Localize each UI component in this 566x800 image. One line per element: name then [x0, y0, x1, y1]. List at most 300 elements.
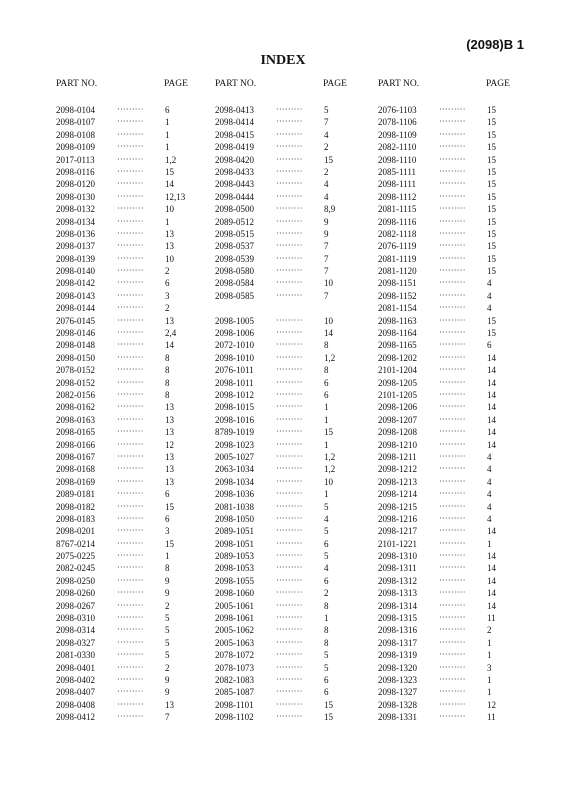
dot-leader: ·········: [276, 464, 303, 474]
dot-leader: ·········: [117, 328, 144, 338]
page-reference: 1: [487, 538, 492, 549]
page-reference: 6: [324, 687, 329, 698]
page-reference: 8: [324, 637, 329, 648]
part-number: 2098-1034: [215, 476, 254, 487]
part-number: 2078-1072: [215, 650, 254, 661]
index-row: [378, 686, 492, 698]
part-number: 2085-1087: [215, 687, 254, 698]
dot-leader: ·········: [117, 204, 144, 214]
index-row: [378, 624, 492, 636]
index-row: [215, 116, 329, 128]
index-row: [215, 525, 329, 537]
part-number: 2098-0537: [215, 241, 254, 252]
part-number: 2098-1060: [215, 588, 254, 599]
dot-leader: ·········: [117, 674, 144, 684]
index-row: [56, 600, 170, 612]
dot-leader: ·········: [439, 315, 466, 325]
page-reference: 4: [487, 451, 492, 462]
part-number: 2098-1214: [378, 489, 417, 500]
dot-leader: ·········: [276, 575, 303, 585]
part-number: 2098-0107: [56, 117, 95, 128]
page-reference: 6: [165, 278, 170, 289]
dot-leader: ·········: [276, 204, 303, 214]
page-reference: 15: [487, 315, 496, 326]
page-reference: 4: [487, 290, 492, 301]
page-reference: 4: [487, 278, 492, 289]
index-row: [56, 265, 170, 277]
page-reference: 5: [165, 613, 170, 624]
index-row: [215, 624, 329, 636]
dot-leader: ·········: [276, 389, 303, 399]
page-reference: 15: [487, 129, 496, 140]
index-row: [378, 339, 492, 351]
index-row: [215, 711, 333, 723]
page-reference: 13: [165, 414, 174, 425]
index-row: [215, 265, 329, 277]
page-reference: 14: [487, 352, 496, 363]
page-reference: 1: [324, 489, 329, 500]
part-number: 2098-0539: [215, 253, 254, 264]
dot-leader: ·········: [439, 674, 466, 684]
part-number: 2098-0165: [56, 427, 95, 438]
part-number: 2089-1053: [215, 551, 254, 562]
part-number: 2098-0104: [56, 105, 95, 115]
dot-leader: ·········: [117, 303, 144, 313]
page-reference: 6: [165, 489, 170, 500]
index-row: [215, 600, 329, 612]
dot-leader: ·········: [117, 228, 144, 238]
index-row: [56, 587, 170, 599]
dot-leader: ·········: [439, 625, 466, 635]
part-number: 2098-1323: [378, 674, 417, 685]
index-row: [378, 525, 496, 537]
part-number: 2098-0146: [56, 328, 95, 339]
part-number: 2082-1083: [215, 674, 254, 685]
part-number: 2098-1317: [378, 637, 417, 648]
part-number: 2078-1073: [215, 662, 254, 673]
dot-leader: ·········: [276, 328, 303, 338]
part-number: 2098-1313: [378, 588, 417, 599]
page-reference: 13: [165, 402, 174, 413]
page-reference: 5: [324, 551, 329, 562]
page-reference: 14: [487, 526, 496, 537]
part-number: 2098-0142: [56, 278, 95, 289]
dot-leader: ·········: [276, 687, 303, 697]
index-row: [56, 488, 170, 500]
dot-leader: ·········: [276, 266, 303, 276]
part-number: 2098-0182: [56, 501, 95, 512]
dot-leader: ·········: [439, 538, 466, 548]
dot-leader: ·········: [117, 340, 144, 350]
dot-leader: ·········: [117, 464, 144, 474]
part-number: 2081-1119: [378, 253, 417, 264]
dot-leader: ·········: [439, 414, 466, 424]
dot-leader: ·········: [439, 290, 466, 300]
dot-leader: ·········: [117, 687, 144, 697]
part-number: 2098-0169: [56, 476, 95, 487]
part-number: 2098-1006: [215, 328, 254, 339]
dot-leader: ·········: [276, 228, 303, 238]
dot-leader: ·········: [117, 253, 144, 263]
part-number: 2098-1327: [378, 687, 417, 698]
page-reference: 5: [165, 650, 170, 661]
page-header: PAGE: [164, 79, 188, 89]
dot-leader: ·········: [117, 489, 144, 499]
dot-leader: ·········: [439, 142, 466, 152]
dot-leader: ·········: [276, 637, 303, 647]
part-number: 2089-0512: [215, 216, 254, 227]
page-reference: 1,2: [324, 451, 336, 462]
index-row: [215, 166, 329, 178]
dot-leader: ·········: [276, 278, 303, 288]
dot-leader: ·········: [276, 216, 303, 226]
index-row: [378, 575, 496, 587]
index-row: [378, 649, 492, 661]
dot-leader: ·········: [439, 328, 466, 338]
page-reference: 7: [324, 290, 329, 301]
part-number: 2098-0139: [56, 253, 95, 264]
part-number: 2098-1163: [378, 315, 417, 326]
index-row: [56, 612, 170, 624]
page-reference: 11: [487, 712, 496, 723]
part-number: 2098-0580: [215, 266, 254, 277]
dot-leader: ·········: [117, 575, 144, 585]
dot-leader: ·········: [117, 179, 144, 189]
part-number: 2098-0162: [56, 402, 95, 413]
part-number: 2101-1221: [378, 538, 417, 549]
part-number: 2098-0152: [56, 377, 95, 388]
index-row: [215, 612, 329, 624]
index-row: [215, 414, 329, 426]
page-reference: 9: [165, 674, 170, 685]
index-row: [56, 525, 170, 537]
dot-leader: ·········: [276, 129, 303, 139]
page-reference: 15: [487, 228, 496, 239]
index-row: [56, 240, 174, 252]
dot-leader: ·········: [117, 637, 144, 647]
page-reference: 15: [165, 166, 174, 177]
part-number: 2089-1051: [215, 526, 254, 537]
page-reference: 9: [165, 687, 170, 698]
part-number: 2098-0267: [56, 600, 95, 611]
part-number: 2005-1063: [215, 637, 254, 648]
dot-leader: ·········: [117, 191, 144, 201]
dot-leader: ·········: [439, 154, 466, 164]
index-row: [56, 228, 174, 240]
page-reference: 14: [487, 439, 496, 450]
page-reference: 2: [165, 662, 170, 673]
page-reference: 1: [487, 637, 492, 648]
page-reference: 4: [324, 129, 329, 140]
dot-leader: ·········: [276, 439, 303, 449]
dot-leader: ·········: [117, 662, 144, 672]
page-reference: 10: [324, 315, 333, 326]
dot-leader: ·········: [117, 551, 144, 561]
page-reference: 14: [165, 340, 174, 351]
page-reference: 15: [487, 142, 496, 153]
part-number: 2098-1311: [378, 563, 417, 574]
dot-leader: ·········: [117, 290, 144, 300]
dot-leader: ·········: [117, 166, 144, 176]
part-number: 2082-1110: [378, 142, 417, 153]
part-number: 2072-1010: [215, 340, 254, 351]
page-reference: 6: [324, 377, 329, 388]
index-row: [378, 550, 496, 562]
index-row: [378, 116, 496, 128]
index-row: [378, 439, 496, 451]
page-reference: 10: [324, 278, 333, 289]
dot-leader: ·········: [117, 315, 144, 325]
part-number: 2098-1101: [215, 699, 254, 710]
page-reference: 6: [324, 389, 329, 400]
index-row: [56, 191, 186, 203]
page-reference: 4: [487, 303, 492, 314]
page-reference: 15: [487, 166, 496, 177]
index-row: [378, 290, 492, 302]
dot-leader: ·········: [276, 650, 303, 660]
part-number: 2098-0412: [56, 712, 95, 723]
page-reference: 15: [324, 154, 333, 165]
page-reference: 6: [324, 538, 329, 549]
index-row: [56, 674, 170, 686]
page-reference: 5: [324, 650, 329, 661]
dot-leader: ·········: [439, 551, 466, 561]
page-reference: 15: [487, 154, 496, 165]
page-reference: 8,9: [324, 204, 336, 215]
part-number: 2078-0152: [56, 365, 95, 376]
index-row: [378, 228, 496, 240]
index-row: [215, 178, 329, 190]
dot-leader: ·········: [439, 402, 466, 412]
page-reference: 2: [324, 588, 329, 599]
index-row: [215, 562, 329, 574]
index-row: [215, 476, 333, 488]
index-row: [215, 104, 329, 116]
page-reference: 15: [487, 216, 496, 227]
page-reference: 9: [165, 588, 170, 599]
part-number: 2098-0500: [215, 204, 254, 215]
index-row: [56, 116, 170, 128]
part-number: 2098-0401: [56, 662, 95, 673]
dot-leader: ·········: [439, 650, 466, 660]
dot-leader: ·········: [439, 179, 466, 189]
dot-leader: ·········: [439, 340, 466, 350]
index-row: [378, 265, 496, 277]
part-number: 2098-1210: [378, 439, 417, 450]
page-reference: 2: [165, 600, 170, 611]
page-reference: 13: [165, 228, 174, 239]
index-row: [378, 253, 496, 265]
part-number: 8789-1019: [215, 427, 254, 438]
index-row: [56, 686, 170, 698]
index-row: [378, 129, 496, 141]
dot-leader: ·········: [439, 687, 466, 697]
index-row: [215, 228, 329, 240]
dot-leader: ·········: [276, 538, 303, 548]
page-reference: 14: [324, 328, 333, 339]
page-reference: 1: [324, 414, 329, 425]
part-number: 2098-1151: [378, 278, 417, 289]
page-reference: 5: [324, 662, 329, 673]
part-number: 2098-1208: [378, 427, 417, 438]
page-header: PAGE: [323, 79, 347, 89]
index-row: [56, 216, 170, 228]
page-reference: 1,2: [324, 352, 336, 363]
page-reference: 8: [324, 625, 329, 636]
part-number: 2098-0132: [56, 204, 95, 215]
part-number: 2005-1027: [215, 451, 254, 462]
page-reference: 1: [487, 650, 492, 661]
part-no-header: PART NO.: [378, 79, 420, 89]
index-row: [215, 352, 336, 364]
index-row: [56, 401, 174, 413]
page-reference: 10: [165, 204, 174, 215]
dot-leader: ·········: [276, 674, 303, 684]
dot-leader: ·········: [439, 662, 466, 672]
dot-leader: ·········: [117, 129, 144, 139]
page-reference: 13: [165, 699, 174, 710]
page-reference: 14: [487, 600, 496, 611]
index-row: [378, 315, 496, 327]
part-number: 2098-0402: [56, 674, 95, 685]
dot-leader: ·········: [439, 129, 466, 139]
part-number: 2098-0420: [215, 154, 254, 165]
page-reference: 15: [487, 191, 496, 202]
page-reference: 4: [487, 464, 492, 475]
part-number: 2085-1111: [378, 166, 416, 177]
index-row: [56, 451, 174, 463]
index-row: [378, 662, 492, 674]
dot-leader: ·········: [439, 352, 466, 362]
dot-leader: ·········: [439, 501, 466, 511]
part-number: 2098-1328: [378, 699, 417, 710]
page-reference: 1: [165, 129, 170, 140]
dot-leader: ·········: [439, 241, 466, 251]
dot-leader: ·········: [117, 278, 144, 288]
part-number: 2098-0310: [56, 613, 95, 624]
part-number: 2098-1319: [378, 650, 417, 661]
part-number: 2098-1023: [215, 439, 254, 450]
page-reference: 14: [487, 551, 496, 562]
page-reference: 2,4: [165, 328, 177, 339]
dot-leader: ·········: [439, 476, 466, 486]
part-number: 2098-0116: [56, 166, 95, 177]
dot-leader: ·········: [276, 315, 303, 325]
page-reference: 1: [165, 142, 170, 153]
index-row: [56, 550, 170, 562]
index-row: [378, 389, 496, 401]
page-reference: 14: [487, 389, 496, 400]
index-row: [56, 377, 170, 389]
page-reference: 13: [165, 241, 174, 252]
index-row: [215, 191, 329, 203]
dot-leader: ·········: [439, 303, 466, 313]
part-number: 2078-1106: [378, 117, 417, 128]
index-row: [215, 364, 329, 376]
part-number: 2081-1038: [215, 501, 254, 512]
index-row: [378, 463, 492, 475]
part-number: 2098-0136: [56, 228, 95, 239]
dot-leader: ·········: [439, 191, 466, 201]
dot-leader: ·········: [276, 414, 303, 424]
part-number: 2098-1050: [215, 513, 254, 524]
page-reference: 14: [487, 588, 496, 599]
dot-leader: ·········: [117, 613, 144, 623]
page-reference: 1: [165, 216, 170, 227]
part-number: 2075-0225: [56, 551, 95, 562]
index-row: [56, 439, 174, 451]
page-reference: 15: [487, 117, 496, 128]
index-row: [215, 575, 329, 587]
dot-leader: ·········: [439, 377, 466, 387]
part-number: 2098-0137: [56, 241, 95, 252]
part-number: 2098-0415: [215, 129, 254, 140]
index-row: [378, 501, 492, 513]
part-number: 2076-0145: [56, 315, 95, 326]
page-reference: 13: [165, 451, 174, 462]
index-row: [378, 674, 492, 686]
index-row: [56, 141, 170, 153]
part-number: 2098-1211: [378, 451, 417, 462]
dot-leader: ·········: [439, 365, 466, 375]
index-row: [215, 649, 329, 661]
index-row: [215, 401, 329, 413]
dot-leader: ·········: [439, 451, 466, 461]
column-header: [56, 79, 188, 91]
index-row: [56, 327, 177, 339]
page-reference: 3: [165, 526, 170, 537]
part-number: 2098-1152: [378, 290, 417, 301]
part-number: 2098-1314: [378, 600, 417, 611]
part-number: 2081-1120: [378, 266, 417, 277]
dot-leader: ·········: [276, 105, 303, 114]
page-reference: 2: [324, 142, 329, 153]
part-number: 2098-0168: [56, 464, 95, 475]
page-code: (2098)B 1: [466, 37, 524, 52]
part-number: 2098-1036: [215, 489, 254, 500]
part-number: 2101-1205: [378, 389, 417, 400]
dot-leader: ·········: [439, 637, 466, 647]
page-reference: 14: [487, 365, 496, 376]
index-row: [378, 178, 496, 190]
page-reference: 14: [165, 179, 174, 190]
index-row: [215, 637, 329, 649]
index-row: [215, 389, 329, 401]
index-column-2: [215, 79, 347, 724]
page-reference: 12: [165, 439, 174, 450]
dot-leader: ·········: [439, 204, 466, 214]
part-number: 2098-0109: [56, 142, 95, 153]
dot-leader: ·········: [439, 228, 466, 238]
dot-leader: ·········: [117, 451, 144, 461]
dot-leader: ·········: [276, 290, 303, 300]
part-number: 2017-0113: [56, 154, 95, 165]
page-reference: 2: [324, 166, 329, 177]
dot-leader: ·········: [439, 278, 466, 288]
dot-leader: ·········: [276, 166, 303, 176]
part-number: 2098-0201: [56, 526, 95, 537]
index-row: [378, 488, 492, 500]
dot-leader: ·········: [117, 389, 144, 399]
part-number: 2098-1055: [215, 575, 254, 586]
part-no-header: PART NO.: [215, 79, 257, 89]
index-row: [56, 414, 174, 426]
index-row: [56, 203, 174, 215]
index-row: [215, 686, 329, 698]
part-number: 2098-1111: [378, 179, 416, 190]
part-number: 2098-1015: [215, 402, 254, 413]
part-number: 2098-0327: [56, 637, 95, 648]
